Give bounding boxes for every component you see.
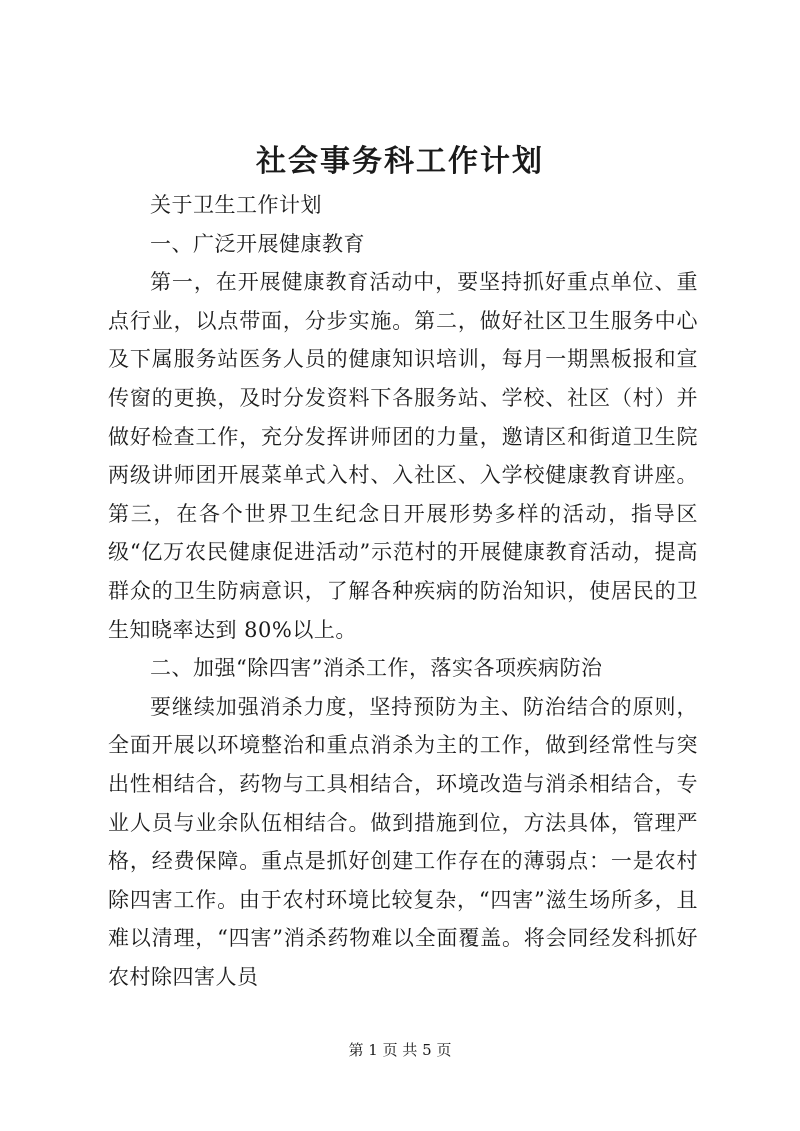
body-paragraph: 要继续加强消杀力度，坚持预防为主、防治结合的原则，全面开展以环境整治和重点消杀为主的工作，做到经常性与突出性相结合，药物与工具相结合，环境改造与消杀相结合，专业人员与业余队伍相结合。做到措施到位，方法具体，管理严格，经费保障。重点是抓好创建工作存在的薄弱点：一是农村除四害工作。由于农村环境比较复杂，“四害”滋生场所多，且难以清理，“四害”消杀药物难以全面覆盖。将会同经发科抓好农村除四害人员 [108, 694, 698, 989]
subsection-heading: 一、广泛开展健康教育 [150, 231, 365, 256]
page-footer: 第 1 页 共 5 页 [348, 1041, 452, 1059]
subsection-heading: 二、加强“除四害”消杀工作，落实各项疾病防治 [150, 656, 603, 681]
document-body [108, 186, 698, 996]
body-paragraph: 第一，在开展健康教育活动中，要坚持抓好重点单位、重点行业，以点带面，分步实施。第二，做好社区卫生服务中心及下属服务站医务人员的健康知识培训，每月一期黑板报和宣传窗的更换，及时分发资料下各服务站、学校、社区（村）并做好检查工作，充分发挥讲师团的力量，邀请区和街道卫生院两级讲师团开展菜单式入村、入社区、入学校健康教育讲座。第三，在各个世界卫生纪念日开展形势多样的活动，指导区级“亿万农民健康促进活动”示范村的开展健康教育活动，提高群众的卫生防病意识，了解各种疾病的防治知识，使居民的卫生知晓率达到 80%以上。 [108, 270, 698, 642]
document-title: 社会事务科工作计划 [256, 144, 544, 179]
section-heading: 关于卫生工作计划 [150, 193, 322, 217]
